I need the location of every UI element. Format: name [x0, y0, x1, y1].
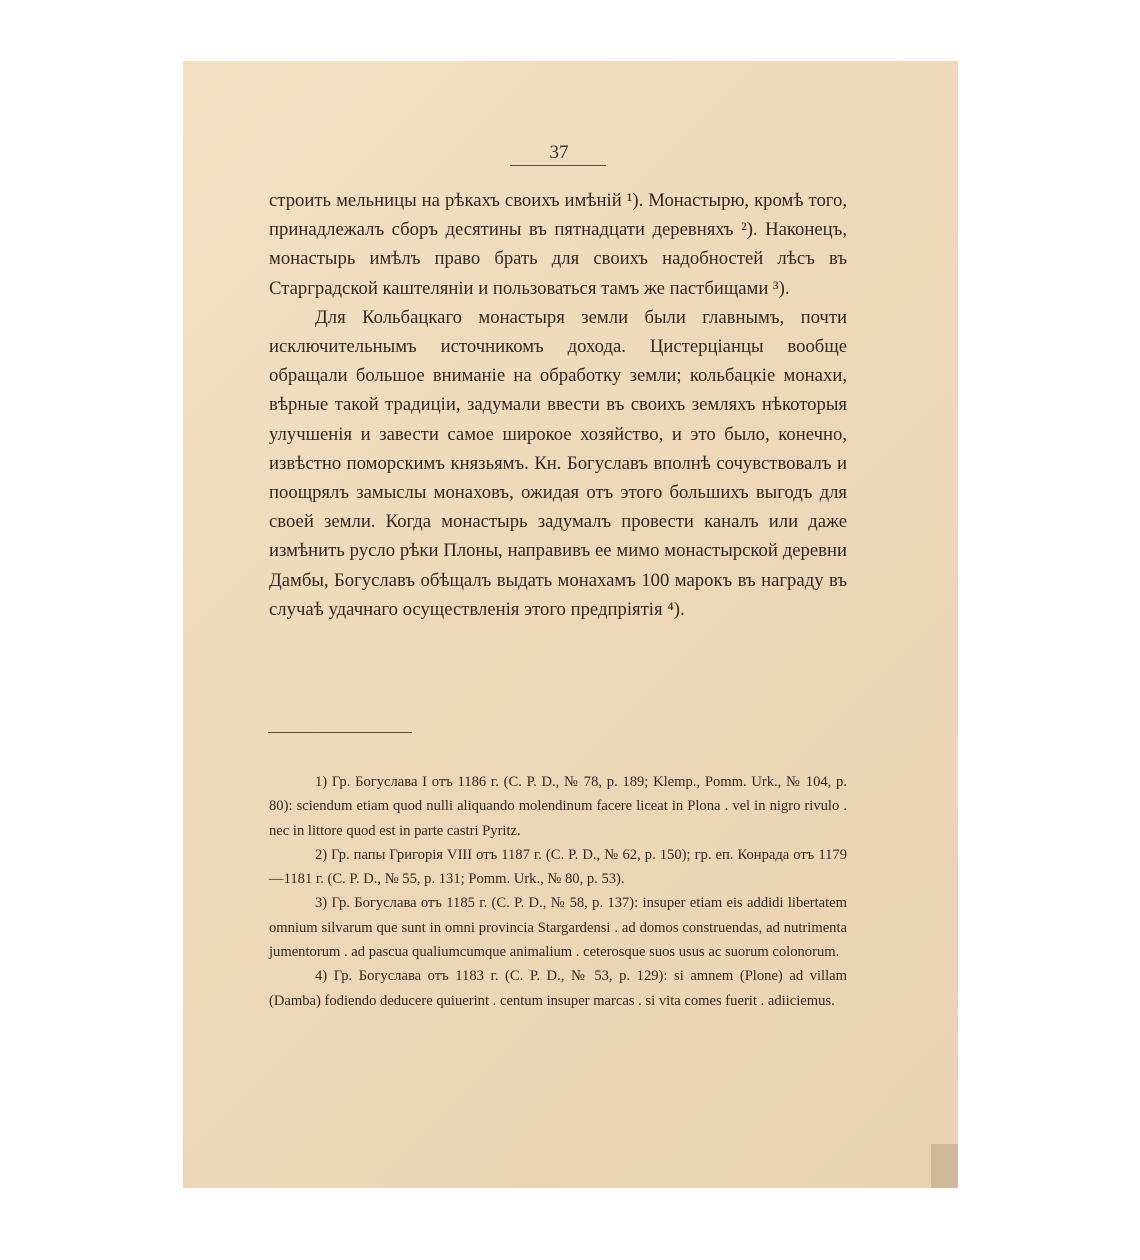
page-number-rule [510, 165, 606, 166]
footnote: 1) Гр. Богуслава I отъ 1186 г. (C. P. D., № 78, p. 189; Klemp., Pomm. Urk., № 104, p. 80): sciendum etiam quod nulli aliquando molendinum facere liceat in Plona . vel in nigro rivulo . nec in littore quod est in parte castri Pyritz. [269, 774, 847, 839]
footnote-separator [268, 732, 412, 733]
footnote: 3) Гр. Богуслава отъ 1185 г. (C. P. D., № 58, p. 137): insuper etiam eis addidi libertatem omnium silvarum que sunt in omni provincia Stargardensi . ad domos construendas, ad nutrimenta jumentorum . ad pascua qualiumcumque animalium . ceterosque suos usus ac suorum colonorum. [269, 895, 847, 961]
body-text [269, 186, 847, 624]
body-paragraph: Для Кольбацкаго монастыря земли были главнымъ, почти исключительнымъ источникомъ дохода. Цистерціанцы вообще обращали большое вниманіе на обработку земли; кольбацкіе монахи, вѣрные такой традиціи, задумали ввести въ своихъ земляхъ нѣкоторыя улучшенія и завести самое широкое хозяйство, и это было, конечно, извѣстно поморскимъ князьямъ. Кн. Богуславъ вполнѣ сочувствовалъ и поощрялъ замыслы монаховъ, ожидая отъ этого большихъ выгодъ для своей земли. Когда монастырь задумалъ провести каналъ или даже измѣнить русло рѣки Плоны, направивъ ее мимо монастырской деревни Дамбы, Богуславъ обѣщалъ выдать монахамъ 100 марокъ въ награду въ случаѣ удачнаго осуществленія этого предпріятія ⁴). [269, 306, 847, 620]
body-paragraph: строить мельницы на рѣкахъ своихъ имѣній ¹). Монастырю, кромѣ того, принадлежалъ сборъ десятины въ пятнадцати деревняхъ ²). Наконецъ, монастырь имѣлъ право брать для своихъ надобностей лѣсъ въ Старградской каштеляніи и пользоваться тамъ же пастбищами ³). [269, 190, 847, 299]
page-number: 37 [549, 142, 569, 163]
page-corner-shadow [931, 1144, 958, 1188]
footnotes [269, 770, 847, 1013]
footnote: 4) Гр. Богуслава отъ 1183 г. (C. P. D., № 53, p. 129): si amnem (Plone) ad villam (Damba) fodiendo deducere quiuerint . centum insuper marcas . si vita comes fuerit . adiiciemus. [269, 968, 847, 1009]
footnote: 2) Гр. папы Григорія VIII отъ 1187 г. (C. P. D., № 62, p. 150); гр. еп. Конрада отъ 1179—1181 г. (C. P. D., № 55, p. 131; Pomm. Urk., № 80, p. 53). [269, 846, 847, 888]
